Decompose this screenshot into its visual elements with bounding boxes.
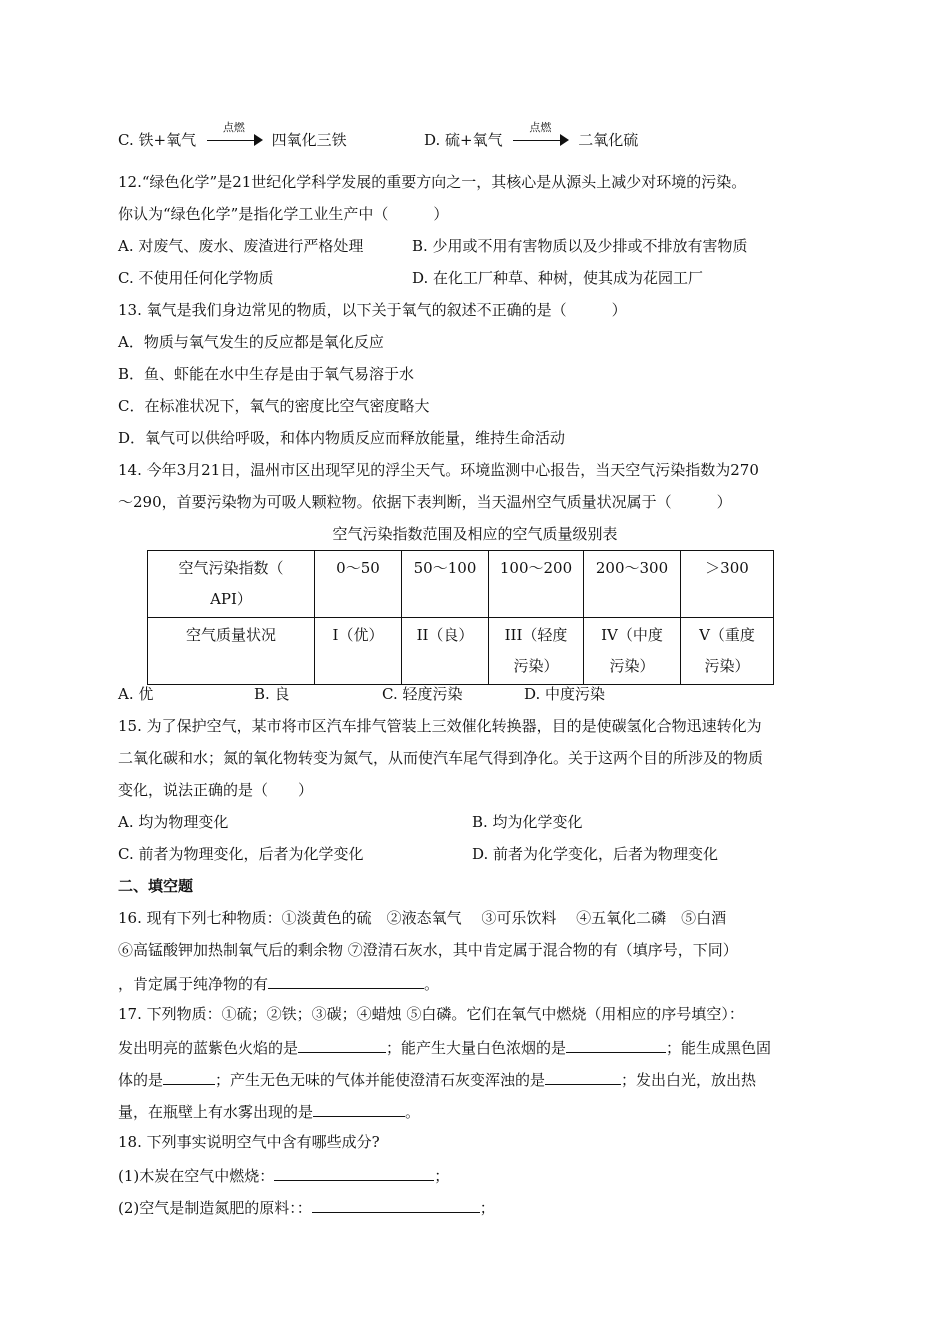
q17-text: 体的是 xyxy=(118,1071,164,1089)
q18-stem: 18. 下列事实说明空气中含有哪些成分? xyxy=(118,1133,380,1151)
q16-stem-line1: 16. 现有下列七种物质：①淡黄色的硫 ②液态氧气 ③可乐饮料 ④五氧化二磷 ⑤白酒 xyxy=(118,909,727,927)
q13-option-b: B．鱼、虾能在水中生存是由于氧气易溶于水 xyxy=(118,365,415,383)
answer-blank[interactable] xyxy=(313,1100,405,1117)
q12-stem-line2: 你认为“绿色化学”是指化学工业生产中（ ） xyxy=(118,205,449,223)
answer-blank[interactable] xyxy=(163,1068,215,1085)
table-row xyxy=(148,551,774,618)
level-text-line2: 污染） xyxy=(609,657,655,675)
reaction-condition: 点燃 xyxy=(222,121,245,134)
q12-option-c: C. 不使用任何化学物质 xyxy=(118,269,274,287)
table-header-cell: 空气质量状况 xyxy=(148,618,315,685)
level-text: I（优） xyxy=(332,626,384,644)
q11-option-d xyxy=(424,121,639,150)
level-text: III（轻度 xyxy=(504,626,568,644)
table-row xyxy=(148,618,774,685)
q12-option-a: A. 对废气、废水、废渣进行严格处理 xyxy=(118,237,364,255)
q12-option-b: B. 少用或不用有害物质以及少排或不排放有害物质 xyxy=(412,237,748,255)
q11-option-d-reactants: 硫+氧气 xyxy=(445,131,503,149)
q17-text: 。 xyxy=(405,1103,421,1121)
q16-stem-line2: ⑥高锰酸钾加热制氧气后的剩余物 ⑦澄清石灰水，其中肯定属于混合物的有（填序号，下同） xyxy=(118,941,738,959)
q17-stem-line3 xyxy=(118,1068,756,1090)
q11-option-c-prefix: C. xyxy=(118,131,134,149)
q17-text: ；发出白光，放出热 xyxy=(621,1071,757,1089)
answer-blank[interactable] xyxy=(566,1036,666,1053)
table-cell: ＞300 xyxy=(681,551,774,618)
table-cell: 200～300 xyxy=(584,551,681,618)
q13-option-c: C．在标准状况下，氧气的密度比空气密度略大 xyxy=(118,397,430,415)
q14-stem-line2: ～290，首要污染物为可吸人颗粒物。依据下表判断，当天温州空气质量状况属于（ ） xyxy=(118,493,732,511)
q11-option-c-reactants: 铁+氧气 xyxy=(138,131,197,149)
q17-stem-line4 xyxy=(118,1100,420,1122)
q14-option-a: A. 优 xyxy=(118,685,154,703)
table-cell xyxy=(489,618,584,685)
q11-option-d-prefix: D. xyxy=(424,131,441,149)
q15-option-c: C. 前者为物理变化，后者为化学变化 xyxy=(118,845,364,863)
reaction-arrow-icon xyxy=(205,121,263,150)
q15-option-a: A. 均为物理变化 xyxy=(118,813,229,831)
answer-blank[interactable] xyxy=(274,1164,434,1181)
q18-item-text: (1)木炭在空气中燃烧： xyxy=(118,1167,275,1185)
q16-text-end: 。 xyxy=(424,975,440,993)
q17-text: ；能产生大量白色浓烟的是 xyxy=(386,1039,567,1057)
table-cell xyxy=(584,618,681,685)
q13-option-a: A．物质与氧气发生的反应都是氧化反应 xyxy=(118,333,384,351)
table-cell: 0～50 xyxy=(315,551,402,618)
q15-stem-line3: 变化，说法正确的是（ ） xyxy=(118,781,314,799)
q14-option-c: C. 轻度污染 xyxy=(382,685,463,703)
api-header-line1: 空气污染指数（ xyxy=(178,559,284,577)
q14-option-b: B. 良 xyxy=(254,685,290,703)
q11-options xyxy=(118,121,347,150)
q15-stem-line2: 二氧化碳和水；氮的氧化物转变为氮气，从而使汽车尾气得到净化。关于这两个目的所涉及的物质 xyxy=(118,749,764,767)
level-text-line2: 污染） xyxy=(513,657,559,675)
q17-text: 量，在瓶壁上有水雾出现的是 xyxy=(118,1103,314,1121)
level-text: IV（中度 xyxy=(601,626,663,644)
q18-item-end: ； xyxy=(479,1199,495,1217)
table-cell xyxy=(681,618,774,685)
table-header-cell xyxy=(148,551,315,618)
level-text: II（良） xyxy=(416,626,474,644)
q17-stem-line1: 17. 下列物质：①硫；②铁；③碳；④蜡烛 ⑤白磷。它们在氧气中燃烧（用相应的序号填空）： xyxy=(118,1005,744,1023)
answer-blank[interactable] xyxy=(312,1196,480,1213)
table-cell: 100～200 xyxy=(489,551,584,618)
section-heading: 二、填空题 xyxy=(118,877,194,895)
reaction-condition: 点燃 xyxy=(529,121,552,134)
q17-text: ；能生成黑色固 xyxy=(666,1039,772,1057)
level-text: V（重度 xyxy=(699,626,755,644)
q13-stem: 13. 氧气是我们身边常见的物质，以下关于氧气的叙述不正确的是（ ） xyxy=(118,301,627,319)
q15-stem-line1: 15. 为了保护空气，某市将市区汽车排气管装上三效催化转换器，目的是使碳氢化合物迅速转化为 xyxy=(118,717,762,735)
q18-item-1 xyxy=(118,1164,449,1186)
q18-item-2 xyxy=(118,1196,495,1218)
q16-stem-line3 xyxy=(118,972,439,994)
q11-option-c-product: 四氧化三铁 xyxy=(271,131,347,149)
q17-text: 发出明亮的蓝紫色火焰的是 xyxy=(118,1039,299,1057)
q14-stem-line1: 14. 今年3月21日，温州市区出现罕见的浮尘天气。环境监测中心报告，当天空气污染指数为270 xyxy=(118,461,759,479)
answer-blank[interactable] xyxy=(298,1036,386,1053)
q14-option-d: D. 中度污染 xyxy=(524,685,606,703)
q18-item-text: (2)空气是制造氮肥的原料：： xyxy=(118,1199,312,1217)
reaction-arrow-icon xyxy=(511,121,569,150)
q11-option-d-product: 二氧化硫 xyxy=(578,131,639,149)
api-header-line2: API） xyxy=(210,590,252,608)
table-cell: 50～100 xyxy=(402,551,489,618)
q17-text: ；产生无色无味的气体并能使澄清石灰变浑浊的是 xyxy=(215,1071,546,1089)
level-text-line2: 污染） xyxy=(704,657,750,675)
q15-option-d: D. 前者为化学变化，后者为物理变化 xyxy=(472,845,719,863)
q16-text: ，肯定属于纯净物的有 xyxy=(118,975,269,993)
q18-item-end: ； xyxy=(434,1167,450,1185)
answer-blank[interactable] xyxy=(268,972,424,989)
table-cell xyxy=(315,618,402,685)
q12-stem-line1: 12.“绿色化学”是21世纪化学科学发展的重要方向之一，其核心是从源头上减少对环境的污染。 xyxy=(118,173,747,191)
answer-blank[interactable] xyxy=(545,1068,621,1085)
q15-option-b: B. 均为化学变化 xyxy=(472,813,583,831)
q17-stem-line2 xyxy=(118,1036,771,1058)
table-title: 空气污染指数范围及相应的空气质量级别表 xyxy=(332,525,618,543)
q12-option-d: D. 在化工厂种草、种树，使其成为花园工厂 xyxy=(412,269,704,287)
table-cell xyxy=(402,618,489,685)
air-quality-table xyxy=(147,550,774,685)
q13-option-d: D．氧气可以供给呼吸，和体内物质反应而释放能量，维持生命活动 xyxy=(118,429,566,447)
